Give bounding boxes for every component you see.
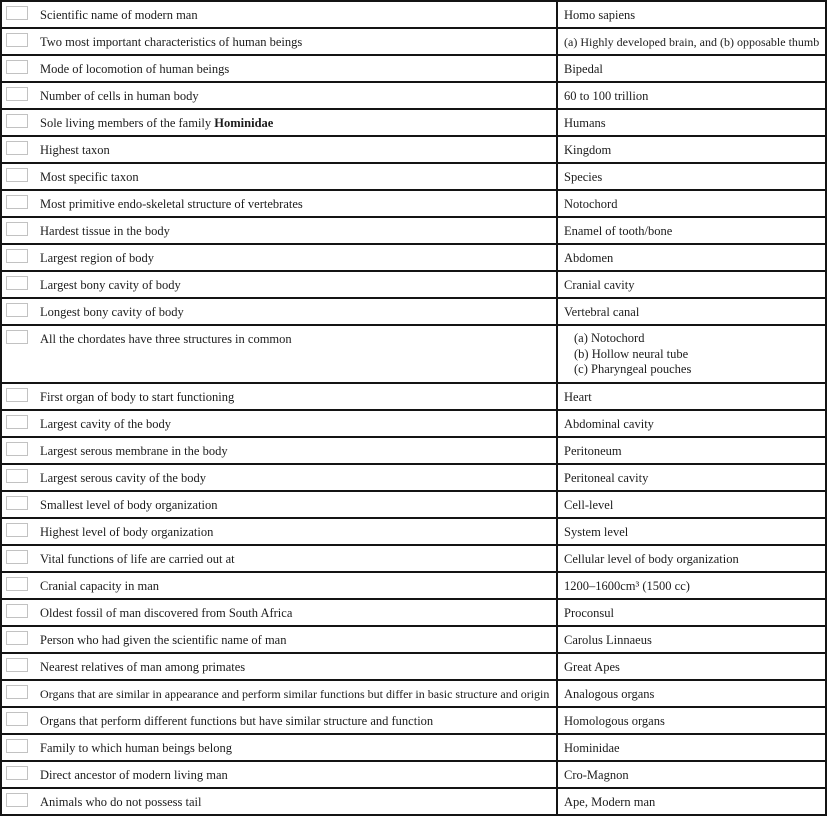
- question-text: Vital functions of life are carried out at: [40, 551, 235, 566]
- question-text: Longest bony cavity of body: [40, 305, 184, 319]
- answer-text: Species: [564, 170, 603, 184]
- question-text: Largest region of body: [40, 251, 154, 265]
- answer-cell: [556, 56, 825, 81]
- answer-list-item: (b) Hollow neural tube: [574, 346, 689, 361]
- question-text: All the chordates have three structures in common: [40, 332, 292, 346]
- table-row: [2, 137, 825, 164]
- checkbox[interactable]: [6, 469, 28, 483]
- checkbox[interactable]: [6, 222, 28, 236]
- table-row: [2, 164, 825, 191]
- question-cell: [2, 83, 556, 108]
- question-text: Mode of locomotion of human beings: [40, 62, 230, 76]
- table-row: [2, 272, 825, 299]
- table-row: [2, 573, 825, 600]
- table-row: [2, 735, 825, 762]
- question-cell: [2, 465, 556, 490]
- answer-cell: [556, 708, 825, 733]
- answer-text: Peritoneum: [564, 443, 622, 458]
- checkbox[interactable]: [6, 33, 28, 47]
- table-row: [2, 762, 825, 789]
- checkbox[interactable]: [6, 739, 28, 753]
- question-cell: [2, 627, 556, 652]
- question-text: Sole living members of the family: [40, 116, 212, 130]
- question-text: Smallest level of body organization: [40, 497, 218, 512]
- answer-cell: [556, 654, 825, 679]
- checkbox[interactable]: [6, 415, 28, 429]
- question-text: Organs that perform different functions but have similar structure and function: [40, 713, 434, 728]
- answer-cell: [556, 218, 825, 243]
- checkbox[interactable]: [6, 249, 28, 263]
- question-cell: [2, 762, 556, 787]
- checkbox[interactable]: [6, 631, 28, 645]
- table-row: [2, 492, 825, 519]
- answer-text: Notochord: [564, 197, 618, 211]
- answer-cell: [556, 29, 825, 54]
- table-row: [2, 600, 825, 627]
- question-text: Direct ancestor of modern living man: [40, 767, 228, 782]
- checkbox[interactable]: [6, 577, 28, 591]
- answer-cell: [556, 272, 825, 297]
- table-row: [2, 465, 825, 492]
- table-row: [2, 438, 825, 465]
- table-row: [2, 56, 825, 83]
- answer-cell: [556, 326, 825, 382]
- table-row: [2, 627, 825, 654]
- question-cell: [2, 654, 556, 679]
- question-text: Scientific name of modern man: [40, 8, 198, 22]
- question-text: Person who had given the scientific name of man: [40, 632, 287, 647]
- answer-text: Heart: [564, 389, 592, 404]
- question-text: First organ of body to start functioning: [40, 389, 235, 404]
- answer-text: Homologous organs: [564, 713, 665, 728]
- question-cell: [2, 110, 556, 135]
- question-cell: [2, 164, 556, 189]
- checkbox[interactable]: [6, 114, 28, 128]
- table-row: [2, 326, 825, 384]
- question-cell: [2, 411, 556, 436]
- question-cell: [2, 326, 556, 382]
- table-row: [2, 789, 825, 814]
- table-row: [2, 708, 825, 735]
- checkbox[interactable]: [6, 6, 28, 20]
- question-cell: [2, 600, 556, 625]
- answer-cell: [556, 735, 825, 760]
- question-cell: [2, 573, 556, 598]
- question-text: Largest serous membrane in the body: [40, 443, 228, 458]
- table-row: [2, 519, 825, 546]
- question-cell: [2, 245, 556, 270]
- checkbox[interactable]: [6, 87, 28, 101]
- table-row: [2, 83, 825, 110]
- checkbox[interactable]: [6, 442, 28, 456]
- answer-cell: [556, 573, 825, 598]
- table-row: [2, 29, 825, 56]
- question-text: Animals who do not possess tail: [40, 794, 202, 809]
- table-row: [2, 681, 825, 708]
- answer-cell: [556, 299, 825, 324]
- table-row: [2, 245, 825, 272]
- table-row: [2, 110, 825, 137]
- answer-cell: [556, 191, 825, 216]
- answer-text: Cro-Magnon: [564, 767, 629, 782]
- checkbox[interactable]: [6, 550, 28, 564]
- answer-text: Enamel of tooth/bone: [564, 224, 673, 238]
- question-text: Number of cells in human body: [40, 89, 199, 103]
- answer-cell: [556, 762, 825, 787]
- answer-text: Analogous organs: [564, 686, 655, 701]
- question-cell: [2, 191, 556, 216]
- table-row: [2, 218, 825, 245]
- question-cell: [2, 218, 556, 243]
- answer-cell: [556, 411, 825, 436]
- checkbox[interactable]: [6, 604, 28, 618]
- answer-cell: [556, 2, 825, 27]
- answer-text: Cranial cavity: [564, 278, 635, 292]
- answer-cell: [556, 245, 825, 270]
- checkbox[interactable]: [6, 685, 28, 699]
- answer-text: Cellular level of body organization: [564, 551, 739, 566]
- question-cell: [2, 519, 556, 544]
- answer-text: Vertebral canal: [564, 305, 640, 319]
- checkbox[interactable]: [6, 793, 28, 807]
- checkbox[interactable]: [6, 303, 28, 317]
- answer-cell: [556, 465, 825, 490]
- table-row: [2, 299, 825, 326]
- question-text: Largest bony cavity of body: [40, 278, 181, 292]
- answer-text: Cell-level: [564, 497, 614, 512]
- answer-text: Bipedal: [564, 62, 603, 76]
- question-text: Family to which human beings belong: [40, 740, 232, 755]
- answer-cell: [556, 137, 825, 162]
- answer-cell: [556, 110, 825, 135]
- question-text: Nearest relatives of man among primates: [40, 659, 246, 674]
- answer-cell: [556, 384, 825, 409]
- answer-cell: [556, 83, 825, 108]
- answer-text: Abdomen: [564, 251, 614, 265]
- answer-text: Great Apes: [564, 659, 620, 674]
- answer-text: Hominidae: [564, 740, 620, 755]
- answer-text: Ape, Modern man: [564, 794, 656, 809]
- question-cell: [2, 789, 556, 814]
- checkbox[interactable]: [6, 276, 28, 290]
- answer-cell: [556, 164, 825, 189]
- table-row: [2, 384, 825, 411]
- checkbox[interactable]: [6, 60, 28, 74]
- question-text: Hardest tissue in the body: [40, 224, 170, 238]
- checkbox[interactable]: [6, 766, 28, 780]
- answer-cell: [556, 627, 825, 652]
- question-text: Largest serous cavity of the body: [40, 470, 207, 485]
- question-text: Largest cavity of the body: [40, 416, 171, 431]
- answer-cell: [556, 681, 825, 706]
- answer-text: Abdominal cavity: [564, 416, 654, 431]
- checkbox[interactable]: [6, 388, 28, 402]
- question-text: Highest level of body organization: [40, 524, 214, 539]
- answer-text: Homo sapiens: [564, 8, 636, 22]
- question-cell: [2, 137, 556, 162]
- table-row: [2, 411, 825, 438]
- question-cell: [2, 56, 556, 81]
- answer-text: 60 to 100 trillion: [564, 89, 649, 103]
- answer-text: 1200–1600cm³ (1500 cc): [564, 578, 690, 593]
- answer-text: (a) Highly developed brain, and (b) opposable thumb: [564, 35, 820, 49]
- table-row: [2, 546, 825, 573]
- answer-list-item: (a) Notochord: [574, 331, 645, 345]
- checkbox[interactable]: [6, 712, 28, 726]
- checkbox[interactable]: [6, 330, 28, 344]
- question-text: Oldest fossil of man discovered from South Africa: [40, 605, 293, 620]
- question-cell: [2, 438, 556, 463]
- question-cell: [2, 546, 556, 571]
- answer-cell: [556, 546, 825, 571]
- question-cell: [2, 492, 556, 517]
- question-cell: [2, 735, 556, 760]
- answer-cell: [556, 519, 825, 544]
- answer-cell: [556, 492, 825, 517]
- checkbox[interactable]: [6, 141, 28, 155]
- table-row: [2, 191, 825, 218]
- question-text-bold: Hominidae: [214, 116, 274, 130]
- answer-cell: [556, 600, 825, 625]
- question-cell: [2, 681, 556, 706]
- answer-cell: [556, 438, 825, 463]
- question-cell: [2, 29, 556, 54]
- question-text: Most primitive endo-skeletal structure of vertebrates: [40, 197, 303, 211]
- answer-text: Peritoneal cavity: [564, 470, 649, 485]
- answer-text: Kingdom: [564, 143, 612, 157]
- checkbox[interactable]: [6, 523, 28, 537]
- checkbox[interactable]: [6, 496, 28, 510]
- answer-text: Humans: [564, 116, 606, 130]
- table-row: [2, 2, 825, 29]
- question-text: Highest taxon: [40, 143, 110, 157]
- table-row: [2, 654, 825, 681]
- checkbox[interactable]: [6, 658, 28, 672]
- answer-text: Proconsul: [564, 605, 614, 620]
- question-cell: [2, 272, 556, 297]
- answer-text: System level: [564, 524, 629, 539]
- question-cell: [2, 384, 556, 409]
- question-text: Cranial capacity in man: [40, 578, 160, 593]
- answer-cell: [556, 789, 825, 814]
- question-cell: [2, 299, 556, 324]
- answer-list-item: (c) Pharyngeal pouches: [574, 362, 692, 376]
- question-cell: [2, 708, 556, 733]
- question-cell: [2, 2, 556, 27]
- question-text: Organs that are similar in appearance and perform similar functions but differ in basic structure and origin: [40, 686, 550, 701]
- checkbox[interactable]: [6, 168, 28, 182]
- checkbox[interactable]: [6, 195, 28, 209]
- answer-text: Carolus Linnaeus: [564, 632, 652, 647]
- question-text: Most specific taxon: [40, 170, 139, 184]
- question-text: Two most important characteristics of human beings: [40, 35, 303, 49]
